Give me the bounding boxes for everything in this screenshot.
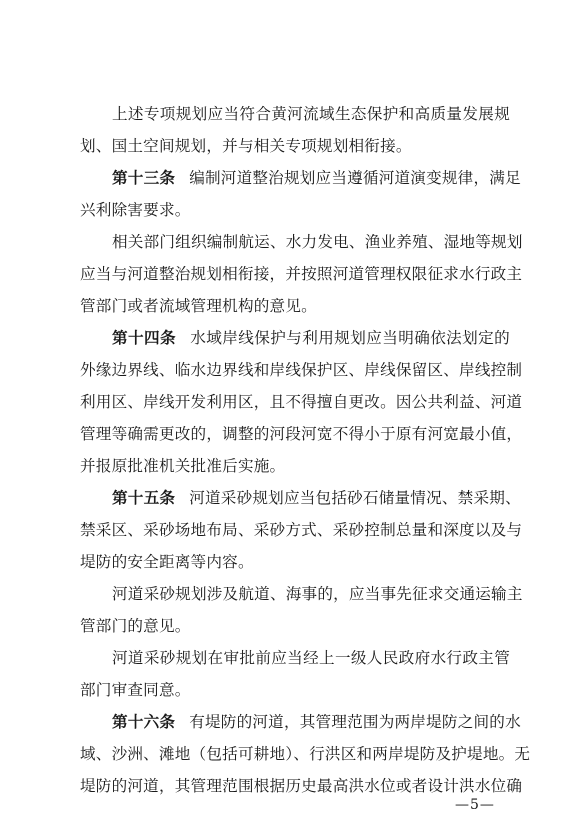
line-text: 管理等确需更改的，调整的河段河宽不得小于原有河宽最小值， [80,425,523,443]
text-line [80,424,523,444]
line-text: 部门审查同意。 [80,681,191,699]
line-text: 兴利除害要求。 [80,201,191,219]
line-text: 利用区、岸线开发利用区，且不得擅自更改。因公共利益、河道 [80,393,523,411]
line-text: 外缘边界线、临水边界线和岸线保护区、岸线保留区、岸线控制 [80,361,523,379]
text-line [80,616,510,636]
text-line [80,296,510,316]
text-line [112,584,523,604]
text-line [80,200,510,220]
article-heading: 第十五条 [112,489,176,507]
article-heading: 第十四条 [112,329,176,347]
text-line [80,680,510,700]
line-text: 堤防的河道，其管理范围根据历史最高洪水位或者设计洪水位确 [80,777,523,795]
page-number: —5— [455,797,495,813]
text-line [80,360,523,380]
text-line [80,264,523,284]
text-line [80,776,523,796]
line-text: 应当与河道整治规划相衔接，并按照河道管理权限征求水行政主 [80,265,523,283]
article-16-line [112,712,521,732]
line-text: 管部门或者流域管理机构的意见。 [80,297,317,315]
line-text: 堤防的安全距离等内容。 [80,553,254,571]
line-text: 并报原批准机关批准后实施。 [80,457,286,475]
line-text: 河道采砂规划涉及航道、海事的，应当事先征求交通运输主 [112,585,523,603]
line-text: 上述专项规划应当符合黄河流域生态保护和高质量发展规 [112,105,510,123]
article-heading: 第十六条 [112,713,176,731]
text-line [80,744,531,764]
article-heading: 第十三条 [112,169,176,187]
line-text: 水域岸线保护与利用规划应当明确依法划定的 [190,329,510,347]
text-line [112,232,523,252]
line-text: 管部门的意见。 [80,617,191,635]
article-15-line [112,488,521,508]
text-line [80,136,510,156]
text-line [80,456,510,476]
line-text: 划、国土空间规划，并与相关专项规划相衔接。 [80,137,412,155]
article-14-line [112,328,510,348]
text-line [80,552,510,572]
text-line [112,104,510,124]
line-text: 有堤防的河道，其管理范围为两岸堤防之间的水 [189,713,521,731]
line-text: 相关部门组织编制航运、水力发电、渔业养殖、湿地等规划 [112,233,523,251]
line-text: 河道采砂规划在审批前应当经上一级人民政府水行政主管 [112,649,510,667]
text-line [80,520,523,540]
line-text: 编制河道整治规划应当遵循河道演变规律，满足 [189,169,521,187]
line-text: 河道采砂规划应当包括砂石储量情况、禁采期、 [189,489,521,507]
line-text: 禁采区、采砂场地布局、采砂方式、采砂控制总量和深度以及与 [80,521,523,539]
article-13-line [112,168,521,188]
text-line [80,392,523,412]
line-text: 域、沙洲、滩地（包括可耕地）、行洪区和两岸堤防及护堤地。无 [80,745,531,763]
text-line [112,648,510,668]
